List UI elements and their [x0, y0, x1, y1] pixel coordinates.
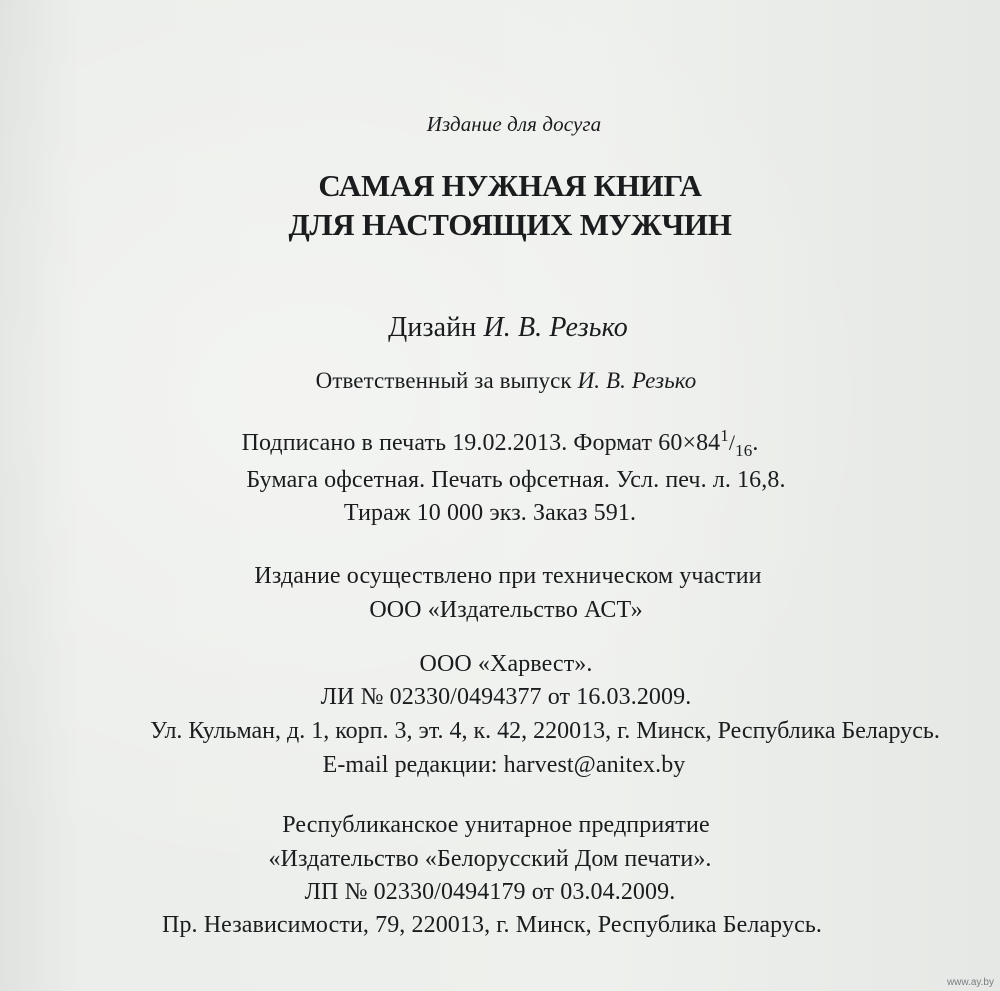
- printer-line-2: «Издательство «Белорусский Дом печати».: [268, 846, 712, 872]
- paper-line: Бумага офсетная. Печать офсетная. Усл. печ. л. 16,8.: [246, 467, 786, 493]
- show-through-text: [300, 0, 1000, 991]
- technical-line-1: Издание осуществлено при техническом участии: [254, 563, 762, 589]
- book-title-line-2: ДЛЯ НАСТОЯЩИХ МУЖЧИН: [288, 207, 732, 242]
- design-credit: [8, 312, 1000, 344]
- design-name: И. В. Резько: [483, 312, 628, 343]
- watermark: www.ay.by: [946, 977, 994, 988]
- responsible-name: И. В. Резько: [577, 368, 697, 393]
- publisher-email: E-mail редакции: harvest@anitex.by: [322, 752, 686, 778]
- book-title-line-1: САМАЯ НУЖНАЯ КНИГА: [318, 168, 702, 203]
- printer-address: Пр. Независимости, 79, 220013, г. Минск, Республика Беларусь.: [162, 912, 822, 938]
- publisher-license: ЛИ № 02330/0494377 от 16.03.2009.: [320, 684, 692, 710]
- printer-license: ЛП № 02330/0494179 от 03.04.2009.: [304, 879, 676, 905]
- signed-to-print-line: [0, 426, 1000, 460]
- responsible-credit: [6, 368, 1000, 394]
- format-denominator: 16: [735, 441, 753, 460]
- technical-line-2: ООО «Издательство АСТ»: [369, 597, 643, 623]
- publisher-address: Ул. Кульман, д. 1, корп. 3, эт. 4, к. 42, 220013, г. Минск, Республика Беларусь.: [150, 718, 940, 744]
- printer-line-1: Республиканское унитарное предприятие: [282, 812, 710, 838]
- series-label: Издание для досуга: [426, 112, 602, 136]
- format-slash: /: [728, 430, 736, 455]
- print-run-line: Тираж 10 000 экз. Заказ 591.: [343, 500, 637, 526]
- publisher-name: ООО «Харвест».: [419, 651, 593, 677]
- format-end: .: [752, 430, 759, 456]
- responsible-label: Ответственный за выпуск: [315, 368, 572, 393]
- design-label: Дизайн: [388, 312, 477, 343]
- format-numerator: 1: [720, 426, 729, 445]
- signed-to-print-text: Подписано в печать 19.02.2013. Формат 60×84: [241, 430, 721, 456]
